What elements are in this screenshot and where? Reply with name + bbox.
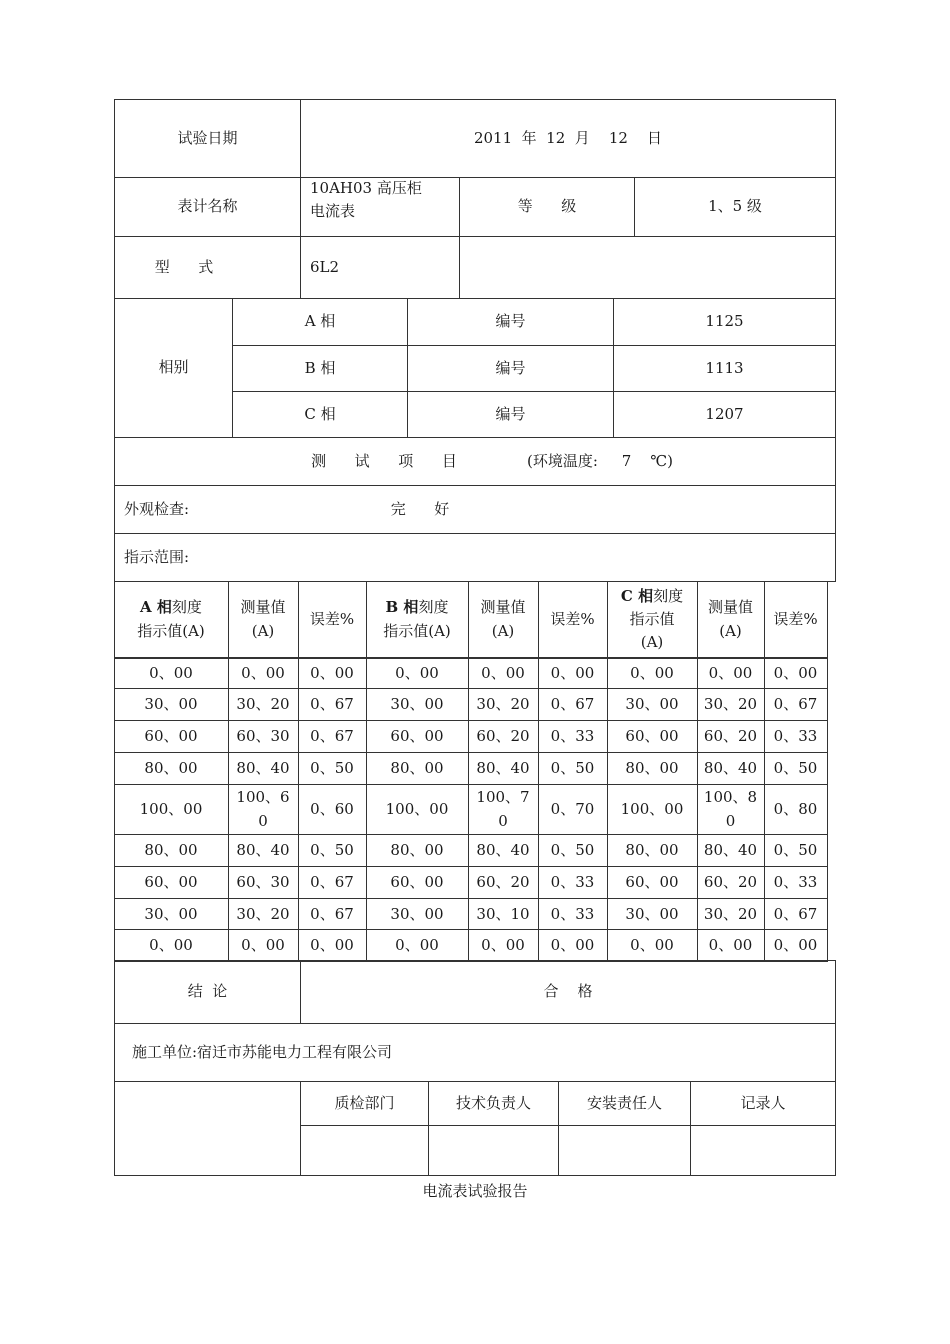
sig-header-installation: 安装责任人 bbox=[586, 1093, 662, 1112]
table-cell: 60、20 bbox=[703, 873, 758, 891]
meter-name-line1: 10AH03 高压柜 bbox=[310, 179, 422, 197]
table-header bbox=[538, 581, 607, 658]
sig-field-quality bbox=[300, 1125, 429, 1176]
sig-field-installation bbox=[558, 1125, 691, 1176]
table-cell: 0、00 bbox=[395, 663, 439, 682]
table-cell: 80、00 bbox=[625, 759, 679, 777]
table-cell: 0、67 bbox=[773, 904, 818, 923]
table-cell: 60、30 bbox=[236, 727, 290, 745]
table-cell: 60、20 bbox=[476, 873, 530, 891]
grade-value: 1、5 级 bbox=[708, 197, 762, 216]
table-cell: 0、00 bbox=[708, 663, 753, 682]
table-cell: 80、40 bbox=[476, 841, 530, 859]
table-header-text: 误差% bbox=[309, 609, 355, 628]
table-header-text: 刻度 bbox=[653, 586, 684, 605]
table-cell: 0、70 bbox=[550, 800, 595, 818]
report-caption: 电流表试验报告 bbox=[422, 1182, 528, 1200]
table-cell: 60、00 bbox=[144, 873, 198, 891]
table-cell: 100、00 bbox=[620, 800, 684, 818]
env-temperature: (环境温度: 7 ℃) bbox=[527, 451, 673, 470]
table-header-line1 bbox=[621, 585, 683, 608]
table-cell: 80、00 bbox=[144, 841, 198, 859]
table-cell: 80、00 bbox=[144, 759, 198, 777]
indication-range-label: 指示范围: bbox=[124, 547, 190, 566]
table-header-line2: (A) bbox=[491, 621, 515, 640]
table-header-line1 bbox=[480, 596, 525, 619]
table-header bbox=[697, 581, 764, 658]
table-cell: 0、80 bbox=[773, 800, 818, 818]
table-cell: 30、20 bbox=[236, 695, 290, 713]
table-cell: 30、00 bbox=[390, 695, 444, 713]
table-header-line1 bbox=[708, 596, 753, 619]
table-cell: 60、00 bbox=[144, 727, 198, 745]
table-cell: 60、00 bbox=[390, 873, 444, 891]
phase-c-serial: 1207 bbox=[705, 404, 744, 423]
table-cell: 0、33 bbox=[550, 873, 595, 891]
sig-field-technical bbox=[428, 1125, 559, 1176]
table-cell: 0、00 bbox=[481, 936, 525, 954]
table-header-phase: C 相 bbox=[620, 586, 654, 605]
table-header bbox=[366, 581, 468, 658]
table-cell: 0、60 bbox=[310, 800, 354, 818]
table-header-phase: B 相 bbox=[385, 598, 419, 617]
table-cell: 30、20 bbox=[703, 904, 758, 923]
table-cell: 0、00 bbox=[310, 936, 354, 954]
sig-field-recorder bbox=[690, 1125, 836, 1176]
table-cell: 30、20 bbox=[236, 904, 290, 923]
table-cell: 0、67 bbox=[310, 904, 354, 923]
sig-header-recorder: 记录人 bbox=[740, 1093, 786, 1112]
table-header bbox=[607, 581, 697, 658]
table-cell: 0、00 bbox=[630, 663, 674, 682]
table-header-text: 测量值 bbox=[480, 598, 526, 617]
phase-c-serial-label: 编号 bbox=[495, 404, 526, 423]
table-cell: 30、20 bbox=[476, 695, 530, 713]
table-header-line1 bbox=[386, 596, 449, 619]
table-cell: 0、67 bbox=[773, 695, 818, 713]
meter-name-label: 表计名称 bbox=[177, 197, 238, 216]
table-cell: 0、00 bbox=[149, 936, 193, 954]
table-cell: 0、50 bbox=[550, 841, 595, 859]
appearance-label: 外观检查: bbox=[124, 499, 190, 518]
table-header-text: 误差% bbox=[550, 609, 595, 628]
table-cell: 0、33 bbox=[773, 873, 818, 891]
table-header-line2: 指示值(A) bbox=[137, 621, 205, 640]
type-label: 型 式 bbox=[154, 257, 214, 276]
table-header bbox=[764, 581, 827, 658]
phase-a: A 相 bbox=[304, 312, 336, 331]
table-cell: 0、67 bbox=[310, 873, 354, 891]
sig-header-technical: 技术负责人 bbox=[455, 1093, 531, 1112]
table-cell: 0、00 bbox=[241, 663, 285, 682]
table-header-line1 bbox=[240, 596, 285, 619]
table-header bbox=[228, 581, 298, 658]
table-cell: 0、00 bbox=[481, 663, 525, 682]
table-header-text: 测量值 bbox=[240, 598, 286, 617]
table-header-phase: A 相 bbox=[140, 598, 172, 617]
table-cell: 0、00 bbox=[550, 663, 595, 682]
table-cell: 80、40 bbox=[703, 841, 758, 859]
type-value: 6L2 bbox=[310, 257, 340, 276]
table-header-line1 bbox=[140, 596, 202, 619]
table-header-line3: (A) bbox=[640, 633, 664, 652]
table-cell: 80、40 bbox=[476, 759, 530, 777]
table-cell: 0、67 bbox=[310, 695, 354, 713]
phase-a-serial-label: 编号 bbox=[495, 312, 526, 331]
table-cell: 0、00 bbox=[773, 663, 818, 682]
table-cell: 80、40 bbox=[703, 759, 758, 777]
table-header-line2: 指示值(A) bbox=[383, 621, 451, 640]
phase-b-serial: 1113 bbox=[705, 358, 744, 377]
table-cell: 30、10 bbox=[476, 904, 530, 923]
table-header-text: 刻度 bbox=[418, 598, 449, 617]
table-cell: 0、67 bbox=[310, 727, 354, 745]
meter-name-line2: 电流表 bbox=[310, 202, 356, 221]
type-empty-cell bbox=[459, 236, 836, 299]
table-cell: 0、33 bbox=[550, 904, 595, 923]
phase-label: 相别 bbox=[158, 358, 189, 377]
table-cell: 0、00 bbox=[550, 936, 595, 954]
table-cell: 60、20 bbox=[476, 727, 530, 745]
appearance-value: 完 好 bbox=[390, 499, 450, 518]
table-header-line1 bbox=[773, 608, 817, 631]
table-cell: 0、33 bbox=[773, 727, 818, 745]
table-cell: 100、00 bbox=[385, 800, 449, 818]
table-cell: 0、00 bbox=[630, 936, 674, 954]
table-header-line2: (A) bbox=[719, 621, 742, 640]
table-header-line2: (A) bbox=[251, 621, 275, 640]
table-header-text: 刻度 bbox=[171, 598, 202, 617]
table-header-text: 测量值 bbox=[707, 598, 753, 617]
table-cell: 0、00 bbox=[773, 936, 818, 954]
table-cell: 80、00 bbox=[390, 759, 444, 777]
table-cell: 60、00 bbox=[625, 727, 679, 745]
table-cell: 60、00 bbox=[625, 873, 679, 891]
table-cell: 0、00 bbox=[241, 936, 285, 954]
table-cell: 30、20 bbox=[703, 695, 758, 713]
test-date-label: 试验日期 bbox=[177, 128, 238, 147]
test-items-title: 测 试 项 目 bbox=[311, 451, 457, 470]
table-cell: 80、00 bbox=[625, 841, 679, 859]
table-cell: 60、30 bbox=[236, 873, 290, 891]
table-cell: 30、00 bbox=[144, 904, 198, 923]
table-cell: 60、20 bbox=[703, 727, 758, 745]
table-header-line2: 指示值 bbox=[629, 609, 675, 628]
table-cell: 30、00 bbox=[625, 904, 679, 923]
meter-name-value bbox=[310, 177, 460, 237]
table-cell: 60、00 bbox=[390, 727, 444, 745]
table-cell: 100、7 0 bbox=[476, 788, 530, 830]
table-cell: 0、00 bbox=[395, 936, 439, 954]
phase-c: C 相 bbox=[304, 404, 336, 423]
table-cell: 0、00 bbox=[310, 663, 354, 682]
table-cell: 0、67 bbox=[550, 695, 595, 713]
table-header-line1 bbox=[550, 608, 594, 631]
table-cell: 0、00 bbox=[149, 663, 193, 682]
table-cell: 30、00 bbox=[625, 695, 679, 713]
table-cell: 30、00 bbox=[390, 904, 444, 923]
table-header bbox=[468, 581, 538, 658]
table-header-line1 bbox=[310, 608, 354, 631]
table-cell: 0、50 bbox=[550, 759, 595, 777]
grade-label: 等 级 bbox=[517, 197, 577, 216]
table-cell: 0、50 bbox=[773, 841, 818, 859]
phase-b: B 相 bbox=[304, 358, 336, 377]
table-cell: 30、00 bbox=[144, 695, 198, 713]
table-cell: 0、50 bbox=[773, 759, 818, 777]
phase-a-serial: 1125 bbox=[705, 312, 744, 331]
table-cell: 0、50 bbox=[310, 759, 354, 777]
conclusion-value: 合 格 bbox=[543, 982, 593, 1001]
table-cell: 0、50 bbox=[310, 841, 354, 859]
table-cell: 0、33 bbox=[550, 727, 595, 745]
table-header bbox=[298, 581, 366, 658]
contractor-label: 施工单位:宿迁市苏能电力工程有限公司 bbox=[132, 1042, 393, 1061]
table-cell: 0、00 bbox=[708, 936, 753, 954]
table-cell: 80、00 bbox=[390, 841, 444, 859]
signature-blank-cell bbox=[114, 1081, 301, 1176]
table-header bbox=[114, 581, 228, 658]
table-cell: 100、00 bbox=[139, 800, 203, 818]
table-cell: 100、8 0 bbox=[703, 788, 758, 830]
table-header-text: 误差% bbox=[773, 609, 818, 628]
phase-b-serial-label: 编号 bbox=[495, 358, 526, 377]
table-cell: 80、40 bbox=[236, 841, 290, 859]
conclusion-label: 结 论 bbox=[187, 982, 228, 1001]
table-cell: 80、40 bbox=[236, 759, 290, 777]
test-date-value: 2011 年 12 月 12 日 bbox=[473, 128, 663, 147]
sig-header-quality: 质检部门 bbox=[334, 1093, 395, 1112]
table-cell: 100、6 0 bbox=[236, 788, 290, 830]
